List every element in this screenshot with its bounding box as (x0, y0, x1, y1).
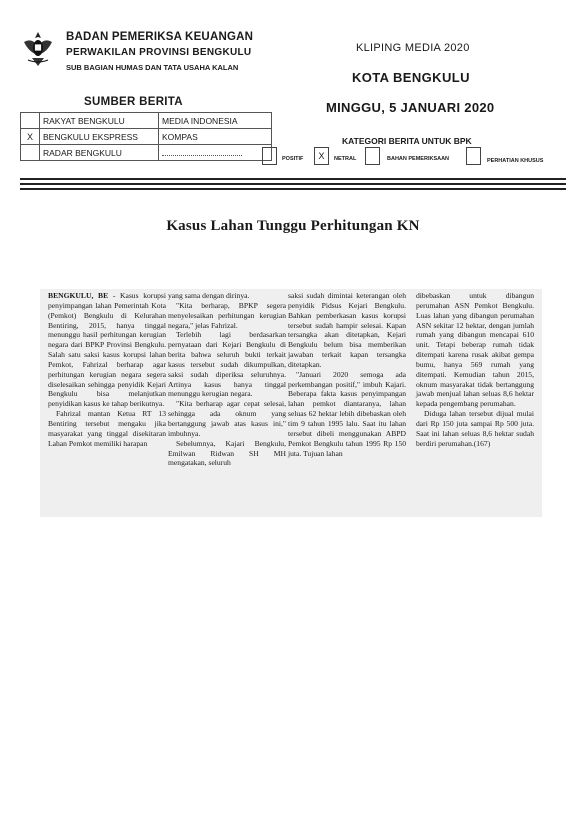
article-column-4 (416, 291, 534, 449)
org-subunit: SUB BAGIAN HUMAS DAN TATA USAHA KALAN (66, 63, 239, 72)
category-checkbox-perhatian-khusus (466, 147, 481, 165)
article-text: Diduga lahan tersebut dijual mulai dari Rp 150 juta sampai Rp 500 juta. Saat ini lahan seluas 8,6 hektar sudah berdiri perumahan.(167) (416, 409, 534, 448)
source-mark (21, 113, 40, 129)
category-checkbox-bahan-pemeriksaan (365, 147, 380, 165)
article-column-1 (48, 291, 166, 449)
kota-title: KOTA BENGKULU (352, 70, 470, 85)
divider-line (20, 188, 566, 190)
category-checkbox-netral (314, 147, 329, 165)
source-name: BENGKULU EKSPRESS (40, 129, 159, 145)
source-name: RAKYAT BENGKULU (40, 113, 159, 129)
article-paragraph (288, 370, 406, 459)
category-label-positif: POSITIF (282, 156, 304, 162)
newspaper-clipping (40, 289, 542, 517)
org-unit: PERWAKILAN PROVINSI BENGKULU (66, 47, 252, 58)
source-name: KOMPAS (159, 129, 272, 145)
article-column-3 (288, 291, 406, 458)
article-text: "Kita berharap agar cepat selesai, sehingga ada oknum yang bertanggung jawab atas kasus ini," imbuhnya. (168, 399, 286, 438)
category-checkbox-positif (262, 147, 277, 165)
divider-line (20, 178, 566, 180)
article-text: yang sama dengan dirinya. (168, 291, 250, 300)
article-text: dibebaskan untuk dibangun perumahan ASN Pemkot Bengkulu. Luas lahan yang dibangun perumahan ASN sekitar 12 hektar, dengan jumlah rumah yang dibangun mencapai 610 unit. Tetapi beberap rumah tidak ditempati karena rusak akibat gempa bumu, hanya 569 rumah yang ditempati. Kemudian tahun 2015, oknum masyarakat tidak bertanggung jawab menjual lahan seluas 8,6 hektar kepada pengembang perumahan. (416, 291, 534, 409)
sources-row (21, 113, 272, 129)
article-dateline: BENGKULU, BE (48, 291, 109, 300)
category-label-bahan-pemeriksaan: BAHAN PEMERIKSAAN (387, 156, 450, 162)
kliping-title: KLIPING MEDIA 2020 (356, 42, 470, 54)
date-title: MINGGU, 5 JANUARI 2020 (326, 100, 495, 115)
category-label-perhatian-khusus: PERHATIAN KHUSUS (487, 158, 544, 164)
article-column-2 (168, 291, 286, 468)
source-mark (21, 145, 40, 161)
article-text: Sebelumnya, Kajari Bengkulu, Emilwan Ridwan SH MH mengatakan, seluruh (168, 438, 286, 468)
category-label-netral: NETRAL (334, 156, 357, 162)
source-other-blank (159, 145, 272, 161)
source-name: RADAR BENGKULU (40, 145, 159, 161)
article-paragraph (168, 330, 286, 399)
article-text: saksi sudah dimintai keterangan oleh penyidik Pidsus Kejari Bengkulu. Bahkan pemberkasan kasus korupsi tersebut sudah hampir selesai. Kapan tersangka akan ditetapkan, Kejari Bengkulu belum bisa memberikan jawaban terkait kapan tersangka ditetapkan. (288, 291, 406, 369)
article-paragraph (48, 291, 166, 409)
article-paragraph (168, 399, 286, 438)
article-paragraph (168, 291, 286, 301)
article-paragraph (168, 439, 286, 469)
sumber-berita-title: SUMBER BERITA (84, 96, 183, 108)
kategori-title: KATEGORI BERITA UNTUK BPK (342, 136, 472, 146)
article-paragraph (416, 409, 534, 448)
sources-row (21, 129, 272, 145)
article-headline: Kasus Lahan Tunggu Perhitungan KN (166, 218, 420, 234)
article-text: Fahrizal mantan Ketua RT 13 Bentiring tersebut mengaku jika masyarakat yang tinggal disekitaran Lahan Pemkot memiliki harapan (48, 409, 166, 448)
article-text: "Kita berharap, BPKP segera menyelesaikan perhitungan kerugian negara," jelas Fahrizal. (168, 300, 286, 330)
article-text: "Januari 2020 semoga ada perkembangan positif," imbuh Kajari. Beberapa fakta kasus penyimpangan lahan pemkot diantaranya, lahan seluas 62 hektar lebih dibebaskan oleh tim 9 tahun 1995 lalu. Saat itu lahan tersebut dibeli menggunakan ABPD Pemkot Bengkulu tahun 1995 Rp 150 juta. Tujuan lahan (288, 369, 406, 458)
article-text: - Kasus korupsi penyimpangan lahan Pemerintah Kota (Pemkot) Bengkulu di Kelurahan Bentiring, 2015, hanya tinggal menunggu hasil perhitungan kerugian negara dari BPKP Provinsi Bengkulu. Salah satu saksi kasus korupsi lahan Pemkot, Fahrizal berharap agar perhitungan kerugian negara segera diselesaikan sehingga penyidik Kejari Bengkulu bisa melanjutkan penyidikan kasus ke tahap berikutnya. (48, 291, 166, 409)
sources-row (21, 145, 272, 161)
sources-table (20, 112, 272, 161)
category-mark: X (318, 151, 325, 161)
article-paragraph (288, 291, 406, 370)
source-name: MEDIA INDONESIA (159, 113, 272, 129)
divider-line (20, 183, 566, 185)
article-paragraph (416, 291, 534, 409)
article-paragraph (168, 301, 286, 331)
article-text: Terlebih lagi berdasarkan pernyataan dari Kejari Bengkulu di berita bahwa seluruh bukti terkait kasus tersebut sudah dikumpulkan, saksi sudah diperiksa seluruhnya. Artinya kasus hanya tinggal menunggu kerugian negara. (168, 330, 286, 399)
source-mark: X (21, 129, 40, 145)
article-paragraph (48, 409, 166, 448)
dotted-line (162, 149, 242, 156)
garuda-emblem-icon (22, 28, 54, 68)
org-name: BADAN PEMERIKSA KEUANGAN (66, 31, 254, 43)
